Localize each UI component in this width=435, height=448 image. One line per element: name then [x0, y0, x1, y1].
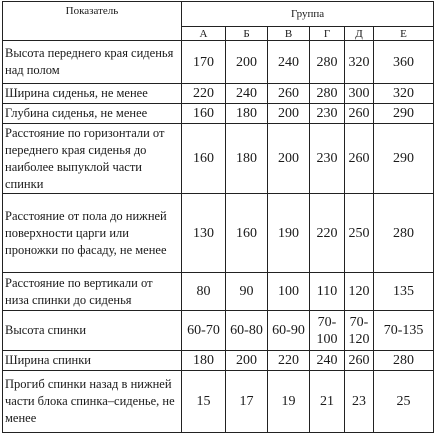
table-row — [3, 104, 434, 124]
cell-value: 220 — [310, 194, 345, 273]
cell-value: 260 — [268, 84, 310, 104]
cell-value: 320 — [345, 41, 374, 84]
cell-value: 160 — [182, 124, 226, 194]
cell-value: 220 — [268, 351, 310, 371]
cell-value: 300 — [345, 84, 374, 104]
cell-value: 240 — [226, 84, 268, 104]
cell-value: 135 — [374, 273, 434, 311]
cell-value: 130 — [182, 194, 226, 273]
table-row — [3, 194, 434, 273]
table-row — [3, 273, 434, 311]
cell-value: 280 — [374, 194, 434, 273]
cell-value: 200 — [226, 41, 268, 84]
cell-value: 200 — [226, 351, 268, 371]
header-indicator: Показатель — [3, 2, 182, 41]
cell-value: 190 — [268, 194, 310, 273]
cell-value: 280 — [310, 41, 345, 84]
cell-value: 160 — [226, 194, 268, 273]
cell-value: 19 — [268, 371, 310, 433]
cell-value: 260 — [345, 124, 374, 194]
row-label: Расстояние от пола до нижней поверхности царги или проножки по фасаду, не менее — [3, 194, 182, 273]
cell-value: 260 — [345, 104, 374, 124]
header-col-e: Е — [374, 27, 434, 41]
cell-value: 25 — [374, 371, 434, 433]
cell-value: 290 — [374, 104, 434, 124]
cell-value: 60-70 — [182, 311, 226, 351]
cell-value: 160 — [182, 104, 226, 124]
cell-value: 70-135 — [374, 311, 434, 351]
cell-value: 240 — [310, 351, 345, 371]
cell-value: 90 — [226, 273, 268, 311]
header-col-a: А — [182, 27, 226, 41]
row-label: Ширина сиденья, не менее — [3, 84, 182, 104]
cell-value: 230 — [310, 104, 345, 124]
row-label: Глубина сиденья, не менее — [3, 104, 182, 124]
table-row — [3, 124, 434, 194]
row-label: Прогиб спинки назад в нижней части блока спинка–сиденье, не менее — [3, 371, 182, 433]
header-col-g: Г — [310, 27, 345, 41]
standards-table — [2, 1, 434, 433]
cell-value: 220 — [182, 84, 226, 104]
header-col-d: Д — [345, 27, 374, 41]
cell-value: 260 — [345, 351, 374, 371]
cell-value: 230 — [310, 124, 345, 194]
row-label: Высота спинки — [3, 311, 182, 351]
cell-value: 180 — [182, 351, 226, 371]
cell-value: 60-90 — [268, 311, 310, 351]
cell-value: 17 — [226, 371, 268, 433]
cell-value: 80 — [182, 273, 226, 311]
cell-value: 280 — [374, 351, 434, 371]
cell-value: 70-100 — [310, 311, 345, 351]
table-row — [3, 41, 434, 84]
cell-value: 180 — [226, 124, 268, 194]
cell-value: 200 — [268, 104, 310, 124]
cell-value: 360 — [374, 41, 434, 84]
row-label: Расстояние по вертикали от низа спинки до сиденья — [3, 273, 182, 311]
cell-value: 23 — [345, 371, 374, 433]
cell-value: 60-80 — [226, 311, 268, 351]
cell-value: 120 — [345, 273, 374, 311]
cell-value: 320 — [374, 84, 434, 104]
header-group: Группа — [182, 2, 434, 27]
header-col-v: В — [268, 27, 310, 41]
cell-value: 70-120 — [345, 311, 374, 351]
cell-value: 100 — [268, 273, 310, 311]
cell-value: 250 — [345, 194, 374, 273]
cell-value: 240 — [268, 41, 310, 84]
table-row — [3, 351, 434, 371]
table-row — [3, 84, 434, 104]
table-row — [3, 371, 434, 433]
row-label: Высота переднего края сиденья над полом — [3, 41, 182, 84]
cell-value: 200 — [268, 124, 310, 194]
cell-value: 110 — [310, 273, 345, 311]
cell-value: 280 — [310, 84, 345, 104]
cell-value: 15 — [182, 371, 226, 433]
row-label: Расстояние по горизонтали от переднего края сиденья до наиболее выпуклой части спинки — [3, 124, 182, 194]
row-label: Ширина спинки — [3, 351, 182, 371]
header-col-b: Б — [226, 27, 268, 41]
cell-value: 21 — [310, 371, 345, 433]
cell-value: 180 — [226, 104, 268, 124]
table-row — [3, 311, 434, 351]
cell-value: 170 — [182, 41, 226, 84]
cell-value: 290 — [374, 124, 434, 194]
